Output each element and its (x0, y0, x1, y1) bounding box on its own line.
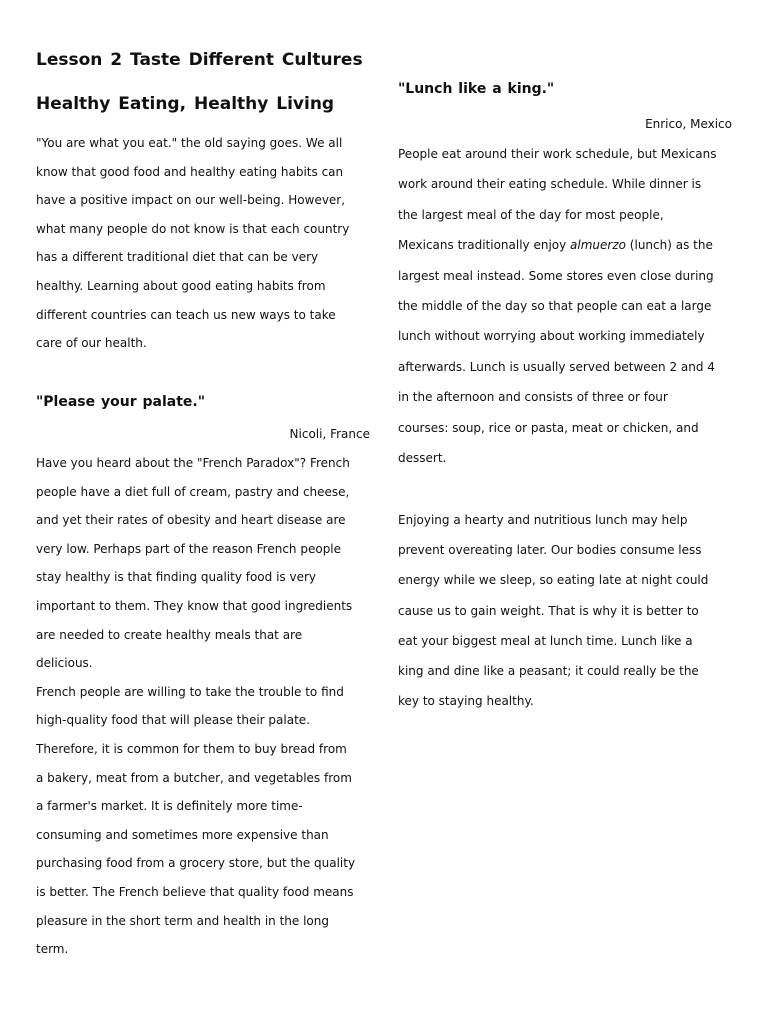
text-line: are needed to create healthy meals that are (36, 627, 303, 642)
text-line: delicious. (36, 656, 93, 671)
text-line: care of our health. (36, 336, 147, 351)
text-line: afterwards. Lunch is usually served between 2 and 4 (398, 359, 715, 374)
text-line: healthy. Learning about good eating habits from (36, 278, 326, 293)
text-line: work around their eating schedule. While dinner is (398, 177, 702, 192)
text-line: French people are willing to take the trouble to find (36, 684, 344, 699)
text-line: eat your biggest meal at lunch time. Lunch like a (398, 633, 693, 648)
text-line: a bakery, meat from a butcher, and vegetables from (36, 770, 352, 785)
text-line: high-quality food that will please their palate. (36, 713, 310, 728)
text-line: People eat around their work schedule, but Mexicans (398, 147, 717, 161)
intro-paragraph (36, 129, 370, 358)
text-line: different countries can teach us new ways to take (36, 307, 336, 322)
text-line: key to staying healthy. (398, 694, 534, 709)
text-line: Mexicans traditionally enjoy almuerzo (lunch) as the (398, 238, 713, 253)
mexico-paragraph-2 (398, 505, 732, 716)
text-line: Have you heard about the "French Paradox"? French (36, 456, 350, 470)
france-paragraph (36, 449, 370, 964)
mexico-paragraph-1 (398, 139, 732, 473)
text-line: lunch without worrying about working immediately (398, 329, 705, 344)
italic-word: almuerzo (570, 238, 626, 253)
text-line: has a different traditional diet that can be very (36, 250, 319, 265)
text-line: purchasing food from a grocery store, but the quality (36, 856, 356, 871)
text-line: largest meal instead. Some stores even close during (398, 268, 714, 283)
text-line: dessert. (398, 450, 447, 465)
text-line: Therefore, it is common for them to buy bread from (36, 741, 347, 756)
text-line: cause us to gain weight. That is why it is better to (398, 603, 699, 618)
france-section-heading: "Please your palate." (36, 394, 206, 410)
france-byline: Nicoli, France (289, 427, 370, 441)
text-line: term. (36, 942, 69, 957)
text-line: and yet their rates of obesity and heart disease are (36, 513, 346, 528)
text-line: have a positive impact on our well-being. However, (36, 193, 346, 208)
text-line: consuming and sometimes more expensive than (36, 827, 329, 842)
text-line: king and dine like a peasant; it could really be the (398, 663, 699, 678)
text-line: is better. The French believe that quality food means (36, 884, 354, 899)
mexico-byline: Enrico, Mexico (645, 117, 732, 131)
text-line: prevent overeating later. Our bodies consume less (398, 543, 702, 558)
text-line: energy while we sleep, so eating late at night could (398, 573, 709, 588)
text-line: courses: soup, rice or pasta, meat or chicken, and (398, 420, 699, 435)
text-line: in the afternoon and consists of three or four (398, 390, 668, 405)
text-line: know that good food and healthy eating habits can (36, 164, 344, 179)
text-line: very low. Perhaps part of the reason French people (36, 541, 342, 556)
text-line: a farmer's market. It is definitely more time- (36, 799, 303, 814)
text-line: the largest meal of the day for most people, (398, 207, 664, 222)
text-line: the middle of the day so that people can eat a large (398, 298, 712, 313)
text-line: what many people do not know is that each country (36, 221, 350, 236)
text-line: Enjoying a hearty and nutritious lunch may help (398, 513, 688, 527)
text-line: pleasure in the short term and health in the long (36, 913, 329, 928)
text-line: "You are what you eat." the old saying goes. We all (36, 136, 343, 150)
text-line: stay healthy is that finding quality food is very (36, 570, 316, 585)
text-line: important to them. They know that good ingredients (36, 598, 353, 613)
mexico-section-heading: "Lunch like a king." (398, 81, 555, 97)
text-line: people have a diet full of cream, pastry and cheese, (36, 484, 350, 499)
article-title: Healthy Eating, Healthy Living (36, 94, 335, 114)
lesson-title: Lesson 2 Taste Different Cultures (36, 50, 363, 70)
